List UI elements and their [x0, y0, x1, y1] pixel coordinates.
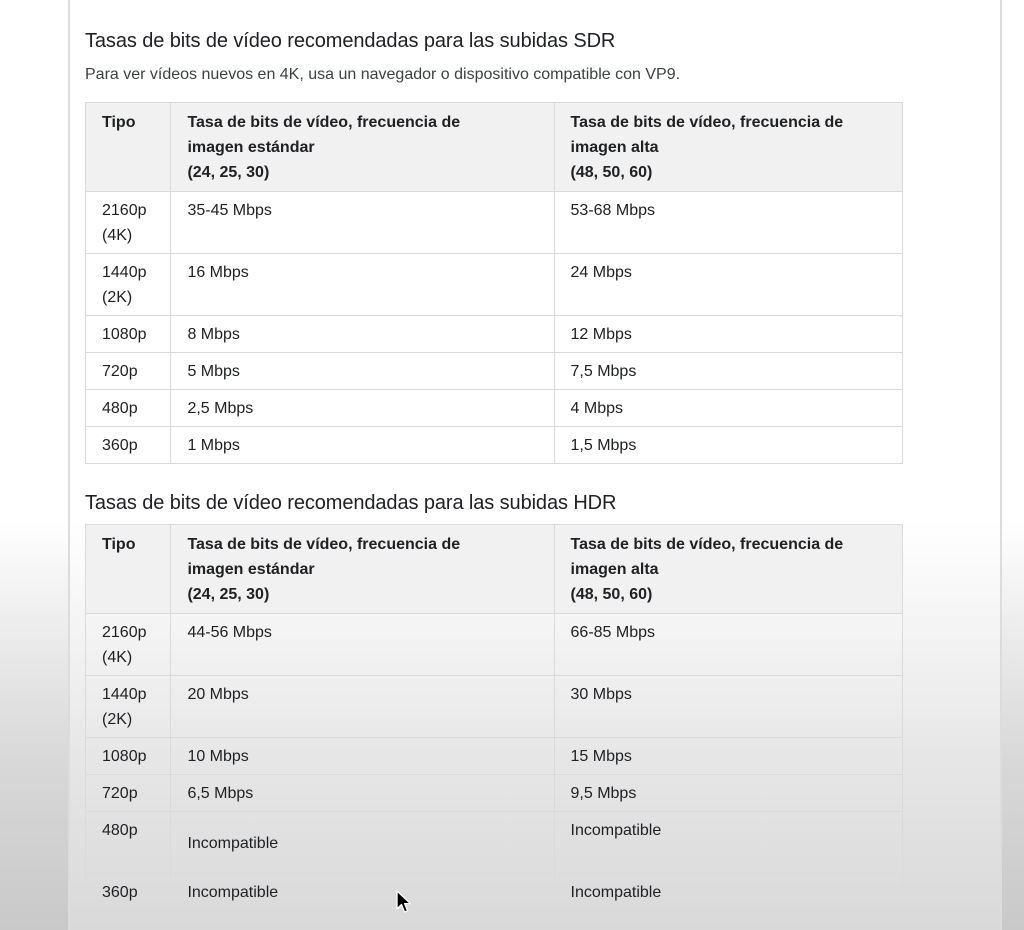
- header-line: (24, 25, 30): [187, 586, 270, 603]
- header-line: Tasa de bits de vídeo, frecuencia de: [570, 114, 844, 131]
- type-sublabel: (2K): [102, 289, 133, 306]
- table-row: [86, 192, 903, 254]
- cell-high-bitrate: 4 Mbps: [554, 390, 902, 427]
- cell-type: 1080p: [86, 316, 171, 353]
- cell-standard-bitrate: Incompatible: [171, 812, 554, 874]
- cell-high-bitrate: 15 Mbps: [554, 738, 902, 775]
- sdr-section-title: Tasas de bits de vídeo recomendadas para las subidas SDR: [85, 30, 616, 52]
- header-type: Tipo: [86, 103, 171, 192]
- table-row: [86, 316, 903, 353]
- cell-high-bitrate: 24 Mbps: [554, 254, 902, 316]
- table-header-row: [86, 103, 903, 192]
- header-line: imagen alta: [570, 561, 659, 578]
- cell-standard-bitrate: 16 Mbps: [171, 254, 554, 316]
- type-label: 1440p: [102, 686, 147, 703]
- type-sublabel: (4K): [102, 649, 133, 666]
- cell-standard-bitrate: 1 Mbps: [171, 427, 554, 464]
- cell-type: 720p: [86, 775, 171, 812]
- cell-high-bitrate: Incompatible: [554, 812, 902, 874]
- cell-type: [86, 676, 171, 738]
- header-high-frame-rate: [554, 525, 902, 614]
- cell-high-bitrate: 12 Mbps: [554, 316, 902, 353]
- cell-high-bitrate: 7,5 Mbps: [554, 353, 902, 390]
- type-label: 2160p: [102, 202, 147, 219]
- header-standard-frame-rate: [171, 103, 554, 192]
- cell-type: 480p: [86, 390, 171, 427]
- hdr-section-title: Tasas de bits de vídeo recomendadas para las subidas HDR: [85, 492, 617, 514]
- cell-standard-bitrate: 10 Mbps: [171, 738, 554, 775]
- table-header-row: [86, 525, 903, 614]
- type-label: 2160p: [102, 624, 147, 641]
- table-row: [86, 614, 903, 676]
- cell-high-bitrate: Incompatible: [554, 874, 902, 911]
- cell-standard-bitrate: Incompatible: [171, 874, 554, 911]
- cell-type: 360p: [86, 427, 171, 464]
- table-row: [86, 390, 903, 427]
- sdr-intro-text: Para ver vídeos nuevos en 4K, usa un navegador o dispositivo compatible con VP9.: [85, 66, 681, 83]
- cell-type: [86, 192, 171, 254]
- cell-standard-bitrate: 35-45 Mbps: [171, 192, 554, 254]
- cell-high-bitrate: 9,5 Mbps: [554, 775, 902, 812]
- header-line: Tasa de bits de vídeo, frecuencia de: [187, 536, 461, 553]
- header-line: imagen estándar: [187, 139, 315, 156]
- cell-type: 720p: [86, 353, 171, 390]
- table-row: [86, 738, 903, 775]
- header-type: Tipo: [86, 525, 171, 614]
- cell-high-bitrate: 66-85 Mbps: [554, 614, 902, 676]
- header-line: Tasa de bits de vídeo, frecuencia de: [570, 536, 844, 553]
- header-line: (24, 25, 30): [187, 164, 270, 181]
- header-line: (48, 50, 60): [570, 164, 653, 181]
- cell-high-bitrate: 30 Mbps: [554, 676, 902, 738]
- header-line: imagen estándar: [187, 561, 315, 578]
- cell-type: [86, 254, 171, 316]
- cell-standard-bitrate: 20 Mbps: [171, 676, 554, 738]
- table-row: [86, 775, 903, 812]
- type-sublabel: (4K): [102, 227, 133, 244]
- sdr-bitrate-table: [85, 102, 903, 464]
- hdr-bitrate-table: [85, 524, 903, 911]
- header-standard-frame-rate: [171, 525, 554, 614]
- cell-type: [86, 614, 171, 676]
- cell-type: 360p: [86, 874, 171, 911]
- cell-standard-bitrate: 44-56 Mbps: [171, 614, 554, 676]
- header-line: imagen alta: [570, 139, 659, 156]
- table-row: [86, 874, 903, 911]
- table-row: [86, 254, 903, 316]
- table-row: [86, 812, 903, 874]
- cell-type: 1080p: [86, 738, 171, 775]
- cell-standard-bitrate: 6,5 Mbps: [171, 775, 554, 812]
- type-label: 1440p: [102, 264, 147, 281]
- cell-standard-bitrate: 2,5 Mbps: [171, 390, 554, 427]
- table-row: [86, 676, 903, 738]
- cell-high-bitrate: 53-68 Mbps: [554, 192, 902, 254]
- cell-type: 480p: [86, 812, 171, 874]
- header-line: Tasa de bits de vídeo, frecuencia de: [187, 114, 461, 131]
- cell-standard-bitrate: 8 Mbps: [171, 316, 554, 353]
- table-row: [86, 427, 903, 464]
- cell-high-bitrate: 1,5 Mbps: [554, 427, 902, 464]
- cell-standard-bitrate: 5 Mbps: [171, 353, 554, 390]
- type-sublabel: (2K): [102, 711, 133, 728]
- header-high-frame-rate: [554, 103, 902, 192]
- mouse-pointer-icon: [396, 890, 412, 914]
- table-row: [86, 353, 903, 390]
- header-line: (48, 50, 60): [570, 586, 653, 603]
